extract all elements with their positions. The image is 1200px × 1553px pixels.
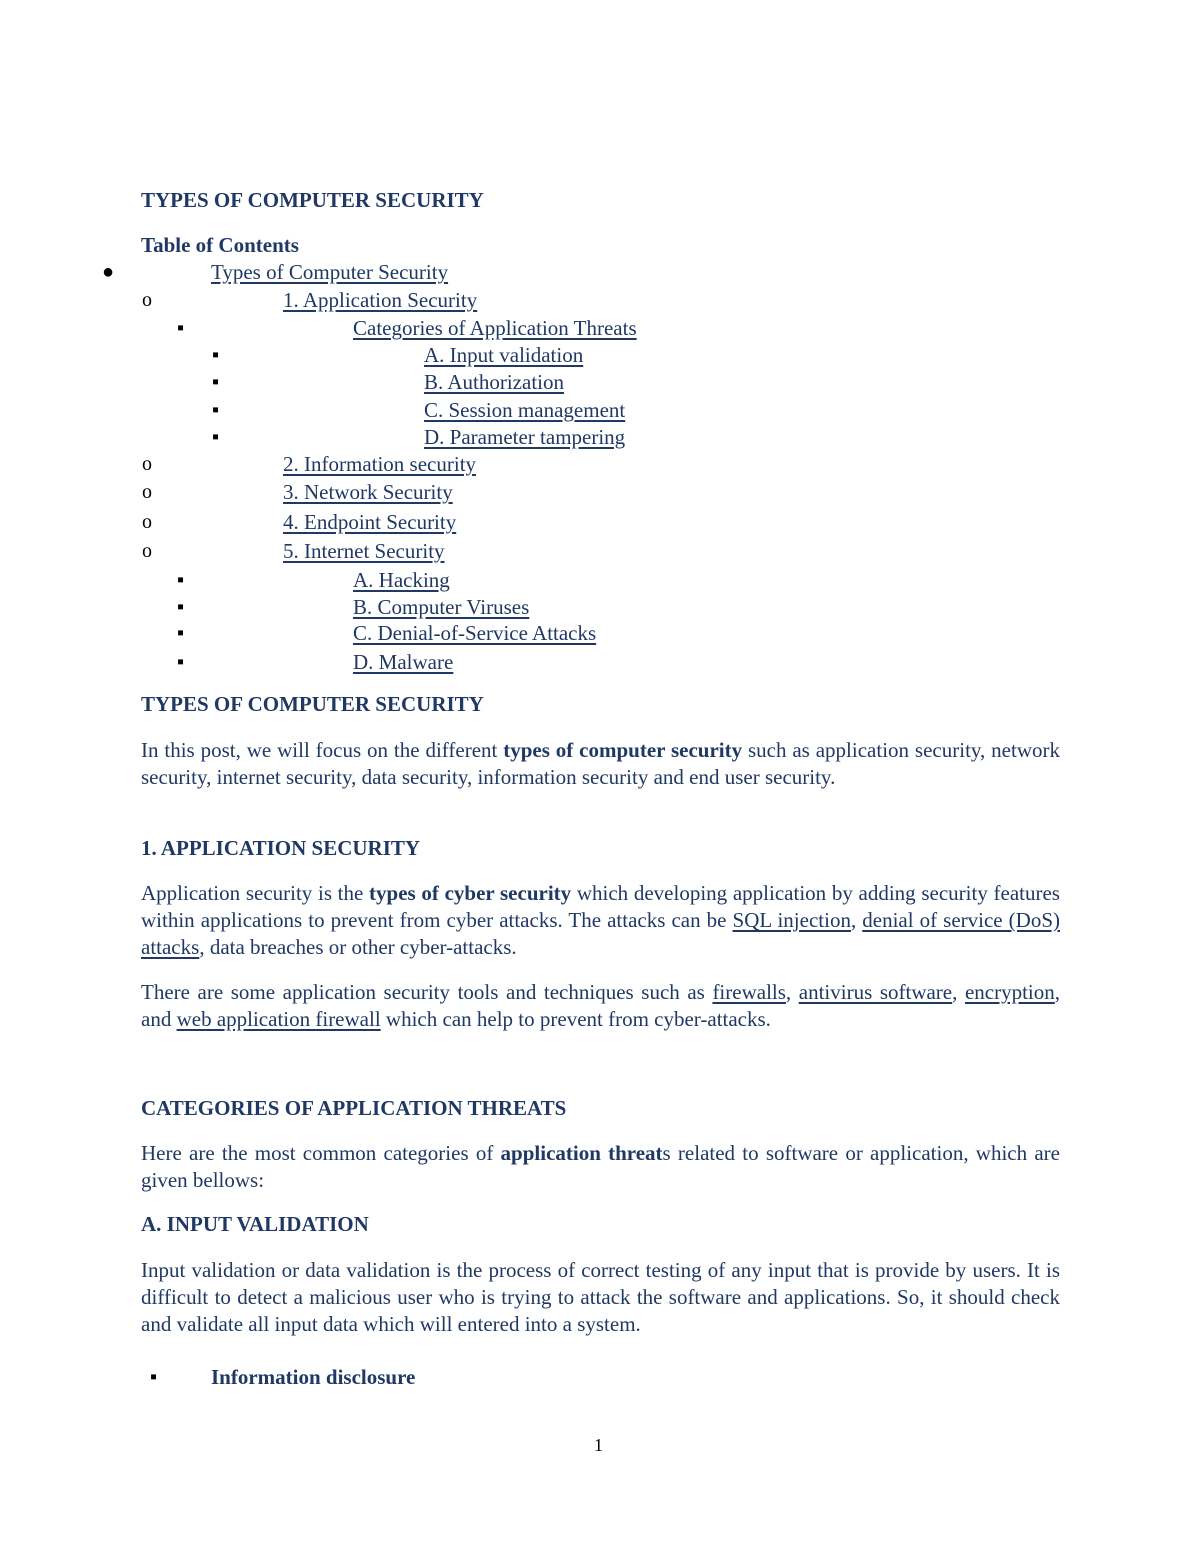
toc-link-parameter-tampering[interactable]: D. Parameter tampering (424, 425, 626, 449)
para-text: , (785, 980, 799, 1004)
application-security-heading: 1. APPLICATION SECURITY (141, 836, 421, 860)
para-text: which developing application by adding security features within applications to prevent from cyber attacks. The attacks can be (141, 881, 1060, 932)
page-number: 1 (594, 1435, 603, 1455)
para-bold-text: application threat (500, 1141, 663, 1165)
toc-link-network-security[interactable]: 3. Network Security (283, 480, 453, 504)
firewalls-link[interactable]: firewalls (712, 980, 786, 1004)
para-text: which can help to prevent from cyber-attacks. (380, 1007, 771, 1031)
toc-link-authorization[interactable]: B. Authorization (424, 370, 564, 394)
circle-bullet-icon: o (142, 453, 152, 475)
square-bullet-icon: ▪ (177, 569, 185, 591)
para-text: Here are the most common categories of (141, 1141, 501, 1165)
toc-link-hacking[interactable]: A. Hacking (353, 568, 450, 592)
para-text: Application security is the (141, 881, 370, 905)
square-bullet-icon: ▪ (212, 344, 220, 366)
toc-link-session-management[interactable]: C. Session management (424, 398, 626, 422)
input-validation-paragraph: Input validation or data validation is the process of correct testing of any input that is provide by users. It is difficult to detect a malicious user who is trying to attack the software and applications. So, it should check and validate all input data which will entered into a system. (141, 1258, 1060, 1336)
section-heading: TYPES OF COMPUTER SECURITY (141, 692, 484, 716)
document-title: TYPES OF COMPUTER SECURITY (141, 188, 484, 212)
square-bullet-icon: ▪ (212, 399, 220, 421)
para-text: s related to software or application, which are given bellows: (141, 1141, 1060, 1192)
application-security-paragraph (141, 880, 1060, 961)
toc-link-types-of-computer-security[interactable]: Types of Computer Security (211, 260, 449, 284)
categories-paragraph (141, 1140, 1060, 1194)
para-text: There are some application security tools and techniques such as (141, 980, 713, 1004)
toc-link-computer-viruses[interactable]: B. Computer Viruses (353, 595, 530, 619)
circle-bullet-icon: o (142, 481, 152, 503)
encryption-link[interactable]: encryption (964, 980, 1055, 1004)
toc-link-endpoint-security[interactable]: 4. Endpoint Security (283, 510, 457, 534)
input-validation-heading: A. INPUT VALIDATION (141, 1212, 369, 1236)
square-bullet-icon: ▪ (177, 317, 185, 339)
categories-heading: CATEGORIES OF APPLICATION THREATS (141, 1096, 567, 1120)
toc-link-information-security[interactable]: 2. Information security (283, 452, 477, 476)
para-text: , (952, 980, 965, 1004)
square-bullet-icon: ▪ (177, 622, 185, 644)
para-bold-text: types of cyber security (369, 881, 572, 905)
intro-paragraph (141, 737, 1060, 791)
square-bullet-icon: ▪ (150, 1366, 158, 1388)
toc-link-input-validation[interactable]: A. Input validation (424, 343, 584, 367)
square-bullet-icon: ▪ (177, 596, 185, 618)
toc-link-categories-of-application-threats[interactable]: Categories of Application Threats (353, 316, 637, 340)
intro-bold-text: types of computer security (503, 738, 743, 762)
square-bullet-icon: ▪ (212, 371, 220, 393)
antivirus-software-link[interactable]: antivirus software (798, 980, 953, 1004)
information-disclosure-item: Information disclosure (211, 1365, 416, 1389)
square-bullet-icon: ▪ (177, 651, 185, 673)
toc-link-internet-security[interactable]: 5. Internet Security (283, 539, 445, 563)
circle-bullet-icon: o (142, 511, 152, 533)
dos-attacks-link[interactable]: denial of service (DoS) attacks (141, 908, 1061, 959)
security-tools-paragraph (141, 979, 1060, 1033)
para-text: , and (141, 980, 1061, 1031)
circle-bullet-icon: o (142, 540, 152, 562)
web-application-firewall-link[interactable]: web application firewall (176, 1007, 381, 1031)
toc-link-application-security[interactable]: 1. Application Security (283, 288, 478, 312)
intro-text: In this post, we will focus on the different (141, 738, 504, 762)
intro-text-end: such as application security, network security, internet security, data security, information security and end user security. (141, 738, 1060, 789)
square-bullet-icon: ▪ (212, 426, 220, 448)
toc-link-malware[interactable]: D. Malware (353, 650, 454, 674)
para-text: , (850, 908, 863, 932)
sql-injection-link[interactable]: SQL injection (732, 908, 851, 932)
para-text: , data breaches or other cyber-attacks. (199, 935, 517, 959)
toc-title: Table of Contents (141, 233, 299, 257)
bullet-icon: ● (102, 261, 115, 283)
circle-bullet-icon: o (142, 289, 152, 311)
toc-link-denial-of-service-attacks[interactable]: C. Denial-of-Service Attacks (353, 621, 597, 645)
